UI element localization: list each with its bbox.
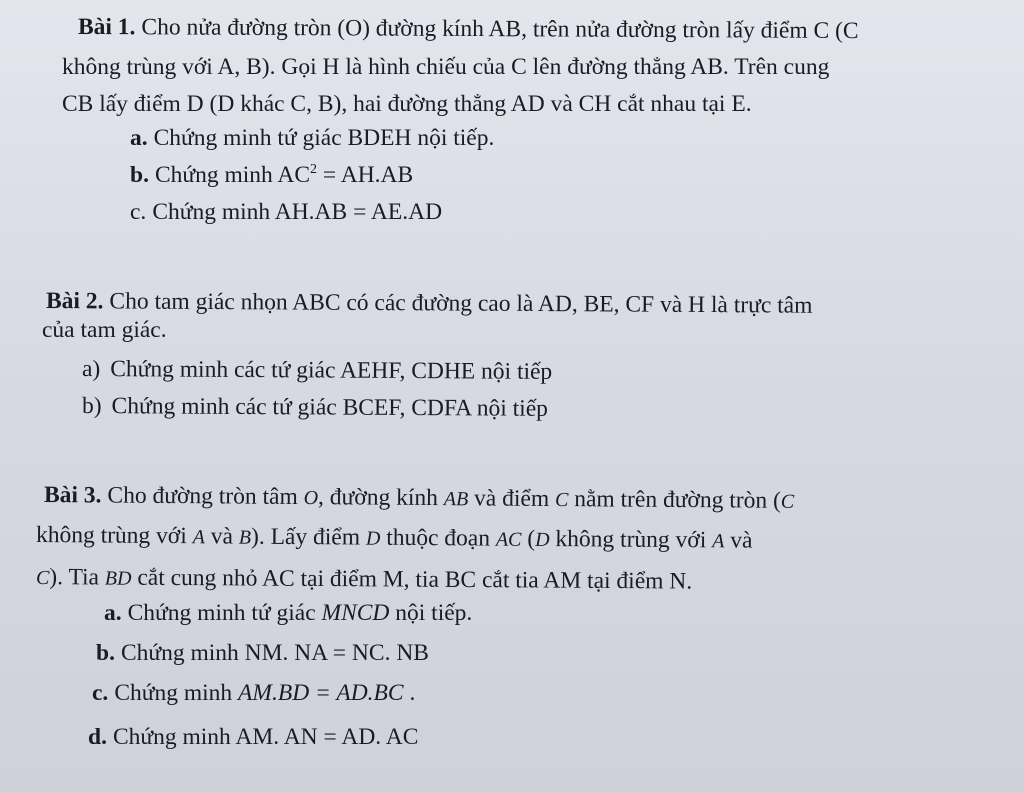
bai3-item-b-label: b. xyxy=(96,640,115,666)
bai3-item-a-t2: nội tiếp. xyxy=(389,600,473,626)
bai2-item-b xyxy=(82,391,548,424)
bai1-text-1: Cho nửa đường tròn (O) đường kính AB, trên nửa đường tròn lấy điểm C (C xyxy=(141,14,859,45)
bai2-item-b-label: b) xyxy=(81,393,102,420)
bai3-l2-i2: B xyxy=(238,526,252,549)
bai2-text-1: Cho tam giác nhọn ABC có các đường cao là AD, BE, CF và H là trực tâm xyxy=(109,288,813,319)
bai1-line-3 xyxy=(62,89,752,119)
bai3-item-a-label: a. xyxy=(104,600,122,626)
bai3-l2-t2: và xyxy=(204,523,239,550)
bai1-item-b xyxy=(130,160,413,190)
bai2-item-a xyxy=(82,354,552,387)
bai3-item-d xyxy=(88,722,418,752)
bai3-l2-i1: A xyxy=(192,526,205,549)
bai1-item-c-label: c. xyxy=(130,199,147,225)
bai3-l1-t2: , đường kính xyxy=(318,484,444,512)
bai3-item-d-label: d. xyxy=(88,724,107,750)
bai3-item-a xyxy=(104,598,472,628)
bai3-l1-i2: AB xyxy=(443,488,469,511)
bai1-line-1 xyxy=(78,12,859,46)
bai2-item-a-text: Chứng minh các tứ giác AEHF, CDHE nội tiếp xyxy=(110,356,553,385)
bai3-l2-i6: A xyxy=(712,530,725,553)
bai1-line-2 xyxy=(62,52,829,82)
bai3-item-a-i1: MNCD xyxy=(321,600,390,626)
bai3-label: Bài 3. xyxy=(43,482,102,509)
bai3-item-c-label: c. xyxy=(92,680,109,706)
bai1-item-b-label: b. xyxy=(130,162,149,188)
bai2-text-2: của tam giác. xyxy=(42,317,167,343)
bai2-item-b-text: Chứng minh các tứ giác BCEF, CDFA nội tiếp xyxy=(111,393,549,422)
bai1-item-a-label: a. xyxy=(130,125,148,151)
bai3-l3-i1: C xyxy=(35,567,50,590)
bai3-l3-t1: ). Tia xyxy=(49,564,105,591)
bai3-l2-i4: AC xyxy=(495,528,522,551)
bai1-item-b-sup: 2 xyxy=(310,162,318,178)
bai1-item-a xyxy=(130,123,494,153)
bai1-item-a-text: Chứng minh tứ giác BDEH nội tiếp. xyxy=(153,125,495,151)
bai1-item-b-text-after: = AH.AB xyxy=(317,162,414,188)
bai1-item-c xyxy=(130,197,442,227)
bai3-item-b-t1: Chứng minh NM. NA = NC. NB xyxy=(120,640,429,666)
bai3-line-3 xyxy=(36,562,692,598)
bai3-item-b xyxy=(96,638,429,668)
bai3-l1-t1: Cho đường tròn tâm xyxy=(107,482,304,511)
bai3-l2-t3: ). Lấy điểm xyxy=(250,523,367,551)
bai3-l2-i5: D xyxy=(535,528,550,552)
bai2-line-2 xyxy=(42,315,167,345)
bai2-item-a-label: a) xyxy=(81,356,101,383)
bai1-item-b-text: Chứng minh AC xyxy=(154,162,311,188)
bai3-l2-i3: D xyxy=(365,527,381,550)
bai3-l1-i1: O xyxy=(303,487,319,510)
bai3-l2-t1: không trùng với xyxy=(35,522,193,550)
bai3-line-1 xyxy=(44,480,794,517)
bai1-text-3: CB lấy điểm D (D khác C, B), hai đường thẳng AD và CH cắt nhau tại E. xyxy=(62,91,752,117)
bai3-l2-t4: thuộc đoạn xyxy=(380,524,496,552)
bai3-item-c-t2: . xyxy=(403,680,416,706)
bai1-text-2: không trùng với A, B). Gọi H là hình chiếu của C lên đường thẳng AB. Trên cung xyxy=(62,54,830,80)
bai3-item-c-t1: Chứng minh xyxy=(114,680,239,706)
bai3-l1-t3: và điểm xyxy=(468,485,556,513)
bai3-l2-t6: không trùng với xyxy=(549,526,713,554)
bai3-item-a-t1: Chứng minh tứ giác xyxy=(127,600,322,626)
bai3-item-c xyxy=(92,678,415,708)
bai3-l1-i3: C xyxy=(554,489,569,512)
bai3-item-c-i1: AM.BD = AD.BC xyxy=(238,680,404,706)
bai2-label: Bài 2. xyxy=(45,288,104,315)
bai3-l1-t4: nằm trên đường tròn ( xyxy=(568,486,781,514)
bai3-l2-t5: ( xyxy=(521,525,536,552)
bai3-l3-t2: cắt cung nhỏ AC tại điểm M, tia BC cắt tia AM tại điểm N. xyxy=(131,564,693,595)
bai3-l2-t7: và xyxy=(724,527,753,554)
bai1-label: Bài 1. xyxy=(77,13,136,41)
bai3-line-2 xyxy=(36,520,753,557)
bai3-l3-i2: BD xyxy=(104,567,132,590)
bai3-l1-i4: C xyxy=(780,490,795,513)
bai1-item-c-text: Chứng minh AH.AB = AE.AD xyxy=(152,199,443,225)
bai3-item-d-t1: Chứng minh AM. AN = AD. AC xyxy=(112,724,419,750)
